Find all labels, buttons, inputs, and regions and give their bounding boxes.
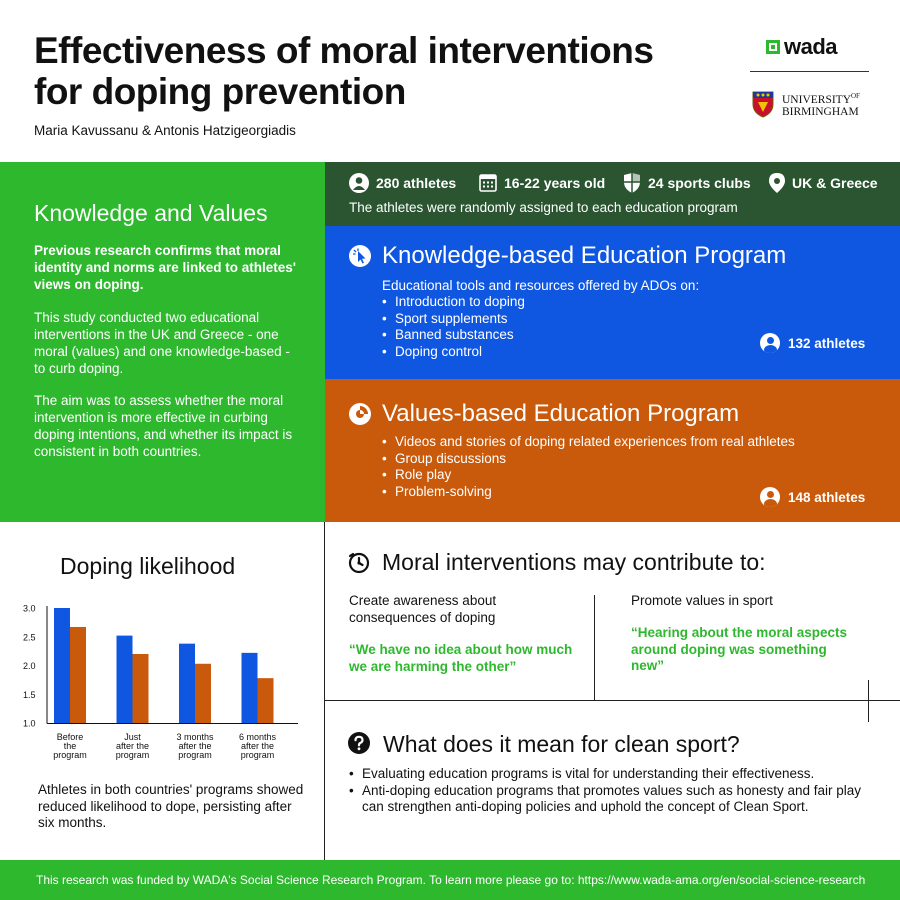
y-tick-label: 2.5: [23, 632, 36, 643]
list-item: • Videos and stories of doping related experiences from real athletes: [382, 434, 795, 451]
page-title-line1: Effectiveness of moral interventions: [34, 30, 654, 71]
moral-section-title: Moral interventions may contribute to:: [382, 549, 766, 575]
question-icon: [348, 732, 370, 754]
clean-sport-list: [349, 766, 869, 816]
knowledge-values-paragraph-2: The aim was to assess whether the moral intervention is more effective in curbing doping intentions, and whether its impact is consistent in both countries.: [34, 393, 293, 459]
stat-location-label: UK & Greece: [792, 175, 878, 191]
x-tick-label-line: Before: [56, 732, 84, 742]
stat-athletes-label: 280 athletes: [376, 175, 457, 191]
stats-note: The athletes were randomly assigned to each education program: [349, 200, 738, 215]
list-item: • Problem-solving: [382, 484, 795, 501]
stat-clubs-label: 24 sports clubs: [648, 175, 751, 191]
clean-sport-title: What does it mean for clean sport?: [383, 731, 740, 757]
footer-text: This research was funded by WADA's Social Science Research Program. To learn more please go to: https://www.wada-ama.org/en/social-science-research: [36, 873, 866, 887]
stat-location: [769, 172, 878, 194]
bar-knowledge: [54, 608, 70, 723]
bham-line1: UNIVERSITY: [782, 93, 851, 106]
bar-knowledge: [242, 653, 258, 723]
list-item: • Evaluating education programs is vital for understanding their effectiveness.: [349, 766, 869, 783]
wada-logo: [766, 32, 866, 62]
x-tick-label: [116, 732, 150, 760]
logo-divider: [750, 71, 869, 72]
x-tick-label-line: 3 months: [176, 732, 214, 742]
x-tick-label-line: program: [240, 750, 275, 760]
list-item: • Banned substances: [382, 327, 525, 344]
x-tick-label-line: the: [63, 741, 77, 751]
chart-caption: Athletes in both countries' programs showed reduced likelihood to dope, persisting after six months.: [38, 782, 304, 830]
birmingham-logo: [752, 89, 872, 119]
athlete-icon: [349, 173, 369, 193]
authors: Maria Kavussanu & Antonis Hatzigeorgiadis: [34, 123, 296, 138]
knowledge-values-highlight: Previous research confirms that moral identity and norms are linked to athletes' views on doping.: [34, 243, 297, 292]
knowledge-values-paragraph-1: This study conducted two educational interventions in the UK and Greece - one moral (values) and one knowledge-based - to curb doping.: [34, 310, 290, 376]
x-tick-label-line: program: [53, 750, 87, 760]
bar-values: [195, 664, 211, 723]
bar-knowledge: [179, 644, 195, 723]
moral-awareness-quote: “We have no idea about how much we are harming the other”: [349, 642, 573, 674]
location-pin-icon: [769, 173, 785, 193]
y-tick-label: 1.5: [23, 689, 36, 700]
stat-clubs: [623, 172, 751, 194]
bar-values: [258, 678, 274, 723]
list-item: • Introduction to doping: [382, 294, 525, 311]
moral-awareness-text: Create awareness about consequences of doping: [349, 593, 497, 625]
bar-knowledge: [117, 636, 133, 723]
pie-segment-icon: [349, 403, 371, 425]
knowledge-program-list: [382, 294, 525, 360]
x-tick-label: [239, 732, 277, 760]
values-program-title: Values-based Education Program: [382, 400, 740, 427]
x-tick-label-line: after the: [115, 741, 150, 751]
list-item: • Role play: [382, 467, 795, 484]
list-item: • Group discussions: [382, 451, 795, 468]
moral-values-text: Promote values in sport: [631, 593, 773, 608]
corner-divider: [868, 680, 869, 722]
athlete-icon: [760, 333, 780, 353]
knowledge-program-count: [760, 333, 865, 353]
bar-values: [133, 654, 149, 723]
knowledge-program-subtitle: Educational tools and resources offered by ADOs on:: [382, 278, 700, 293]
x-tick-label-line: program: [178, 750, 212, 760]
moral-column-divider: [594, 595, 595, 700]
cursor-click-icon: [349, 245, 371, 267]
x-tick-label-line: program: [115, 750, 150, 760]
bar-values: [70, 627, 86, 723]
birmingham-text: [782, 90, 860, 118]
y-tick-label: 2.0: [23, 661, 36, 671]
birmingham-crest-icon: [752, 90, 774, 118]
page-title: [34, 30, 734, 112]
timer-icon: [348, 552, 370, 574]
page-title-line2: for doping prevention: [34, 71, 406, 112]
stat-athletes: [349, 172, 456, 194]
y-tick-label: 1.0: [23, 718, 36, 729]
x-tick-label: [176, 732, 214, 760]
bham-of: OF: [851, 92, 860, 101]
list-item: • Doping control: [382, 344, 525, 361]
bham-line2: BIRMINGHAM: [782, 105, 859, 118]
values-program-count-label: 148 athletes: [788, 489, 866, 505]
doping-likelihood-chart: [0, 590, 325, 775]
calendar-icon: [479, 174, 497, 192]
y-tick-label: 3.0: [23, 603, 36, 614]
knowledge-program-title: Knowledge-based Education Program: [382, 242, 787, 269]
x-tick-label: [53, 732, 87, 760]
x-tick-label-line: Just: [124, 732, 141, 742]
wada-logo-text: wada: [784, 34, 838, 59]
stat-age-label: 16-22 years old: [504, 175, 606, 191]
x-tick-label-line: after the: [178, 741, 212, 751]
chart-title: Doping likelihood: [60, 553, 236, 579]
values-program-count: [760, 487, 865, 507]
knowledge-values-title: Knowledge and Values: [34, 200, 268, 226]
moral-values-quote: “Hearing about the moral aspects around doping was something new”: [631, 625, 848, 673]
section-divider-horizontal: [325, 700, 900, 701]
wada-mark-icon: [766, 40, 780, 54]
values-program-list: [382, 434, 795, 500]
athlete-icon: [760, 487, 780, 507]
knowledge-program-count-label: 132 athletes: [788, 335, 866, 351]
shield-icon: [623, 173, 641, 193]
list-item: • Anti-doping education programs that promotes values such as honesty and fair play can strengthen anti-doping policies and uphold the concept of Clean Sport.: [349, 783, 869, 816]
stat-age: [479, 172, 605, 194]
x-tick-label-line: after the: [240, 741, 275, 751]
list-item: • Sport supplements: [382, 311, 525, 328]
x-tick-label-line: 6 months: [238, 732, 277, 742]
